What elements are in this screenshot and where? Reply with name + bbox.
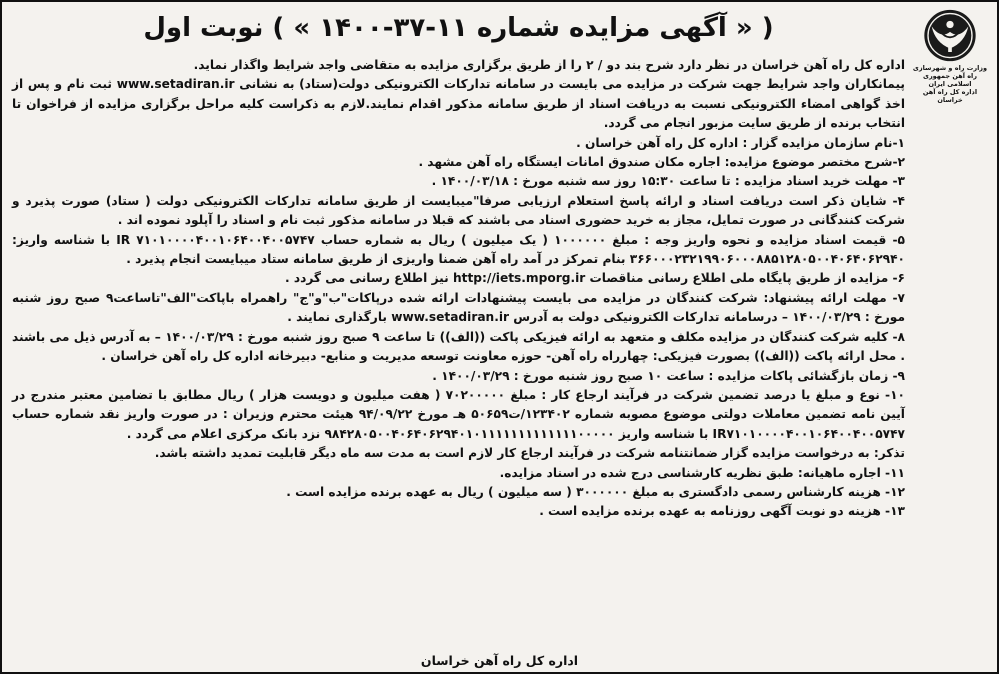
paragraph: ۶- مزایده از طریق پایگاه ملی اطلاع رسانی مناقصات http://iets.mporg.ir نیز اطلاع رسانی می گردد . xyxy=(284,271,905,286)
paragraph: ۹- زمان بازگشائی پاکات مزایده : ساعت ۱۰ صبح روز شنبه مورخ : ۱۴۰۰/۰۳/۲۹ . xyxy=(432,368,905,383)
paragraph: ۵- قیمت اسناد مزایده و نحوه واریز وجه : مبلغ ۱۰۰۰۰۰۰ ( یک میلیون ) ریال به شماره حساب IR ۷۱۰۱۰۰۰۰۴۰۰۱۰۶۴۰۰۴۰۰۵۷۴۷ با شناسه واریز: ۳۶۶۰۰۰۲۳۲۱۹۹۰۶۰۰۰۸۸۵۱۲۸۰۵۰۰۴۰۶۴۰۶۲۹۴۰ بنام تمرکز در آمد راه آهن ضمنا واریزی از طریق سامانه ستاد میبایست انجام پذیرد . xyxy=(12,232,905,267)
paragraph: ۷- مهلت ارائه پیشنهاد: شرکت کنندگان در مزایده می بایست پیشنهادات ارائه شده درپاکات"ب"و"ج" راهمراه باپاکت"الف"تاساعت۹ صبح روز شنبه مورخ : ۱۴۰۰/۰۳/۲۹ – درسامانه تدارکات الکترونیکی دولت به آدرس www.setadiran.ir بارگذاری نمایند . xyxy=(12,290,905,325)
paragraph: ۱۰- نوع و مبلغ یا درصد تضمین شرکت در فرآیند ارجاع کار : مبلغ ۷۰۲۰۰۰۰۰ ( هفت میلیون و دویست هزار ) ریال مطابق با تضامین معتبر مندرج در آیین نامه تضمین معاملات دولتی موضوع مصوبه شماره ۱۲۳۴۰۲/ت۵۰۶۵۹ هـ مورخ ۹۴/۰۹/۲۲ هیئت محترم وزیران : در صورت واریز نقد شماره حساب IR۷۱۰۱۰۰۰۰۴۰۰۱۰۶۴۰۰۴۰۰۵۷۴۷ با شناسه واریز ۹۸۴۲۸۰۵۰۰۴۰۶۴۰۶۲۹۴۰۱۰۱۱۱۱۱۱۱۱۱۱۱۱۱۰۰۰۰۰ نزد بانک مرکزی اعلام می گردد . xyxy=(12,387,905,441)
paragraph: اداره کل راه آهن خراسان در نظر دارد شرح بند دو / ۲ را از طریق برگزاری مزایده به متقاضی واجد شرایط واگذار نماید. xyxy=(193,58,905,72)
note: تذکر: به درخواست مزایده گزار ضمانتنامه شرکت در فرآیند ارجاع کار لازم است به مدت سه ماه دیگر قابلیت تمدید داشته باشد. xyxy=(154,446,905,461)
paragraph: ۱۳- هزینه دو نوبت آگهی روزنامه به عهده برنده مزایده است . xyxy=(539,504,905,519)
logo-caption: وزارت راه و شهرسازی راه آهن جمهوری اسلامی ایران اداره کل راه آهن خراسان xyxy=(912,64,988,104)
paragraph: ۱-نام سازمان مزایده گزار : اداره کل راه آهن خراسان . xyxy=(576,135,905,150)
paragraph: ۱۲- هزینه کارشناس رسمی دادگستری به مبلغ ۳۰۰۰۰۰۰ ( سه میلیون ) ریال به عهده برنده مزایده است . xyxy=(286,484,905,499)
paragraph: ۴- شایان ذکر است دریافت اسناد و ارائه پاسخ استعلام ارزیابی صرفا"میبایست از طریق سامانه تدارکات الکترونیکی دولت ( ستاد) صورت پذیرد و شرکت کنندگانی در صورت تمایل، مجاز به خرید حضوری اسناد می باشند که قبلا در سامانه مذکور ثبت نام و اسناد را آپلود نموده اند . xyxy=(12,193,905,228)
paragraph: ۸- کلیه شرکت کنندگان در مزایده مکلف و متعهد به ارائه فیزیکی پاکت ((الف)) تا ساعت ۹ صبح روز شنبه مورخ : ۱۴۰۰/۰۳/۲۹ – به آدرس ذیل می باشند . محل ارائه پاکت ((الف)) بصورت فیزیکی: چهارراه راه آهن- حوزه معاونت توسعه مدیریت و منابع- دبیرخانه اداره کل راه آهن خراسان . xyxy=(12,329,905,364)
railway-emblem-icon xyxy=(920,8,980,63)
logo xyxy=(911,8,989,104)
announcement-body xyxy=(12,56,905,668)
title-bar xyxy=(10,6,907,50)
paragraph: پیمانکاران واجد شرایط جهت شرکت در مزایده می بایست در سامانه تدارکات الکترونیکی دولت(ستاد) به نشانی www.setadiran.ir ثبت نام و پس از اخذ گواهی امضاء الکترونیکی نسبت به دریافت اسناد از طریق سامانه مذکور اقدام نمایند.لازم به ذکراست کلیه مراحل برگزاری مزایده از فراخوان تا انتخاب برنده از طریق سایت مزبور انجام می گردد. xyxy=(12,77,905,131)
paragraph: ۳- مهلت خرید اسناد مزایده : تا ساعت ۱۵:۳۰ روز سه شنبه مورخ : ۱۴۰۰/۰۳/۱۸ . xyxy=(431,174,905,189)
paragraph: ۲-شرح مختصر موضوع مزایده: اجاره مکان صندوق امانات ایستگاه راه آهن مشهد . xyxy=(418,155,905,170)
paragraph: ۱۱- اجاره ماهیانه: طبق نظریه کارشناسی درج شده در اسناد مزایده. xyxy=(499,465,905,480)
page-title: ( « آگهی مزایده شماره ۱۱-۳۷-۱۴۰۰ » ) نوبت اول xyxy=(143,13,774,43)
signature: اداره کل راه آهن خراسان xyxy=(420,653,579,668)
